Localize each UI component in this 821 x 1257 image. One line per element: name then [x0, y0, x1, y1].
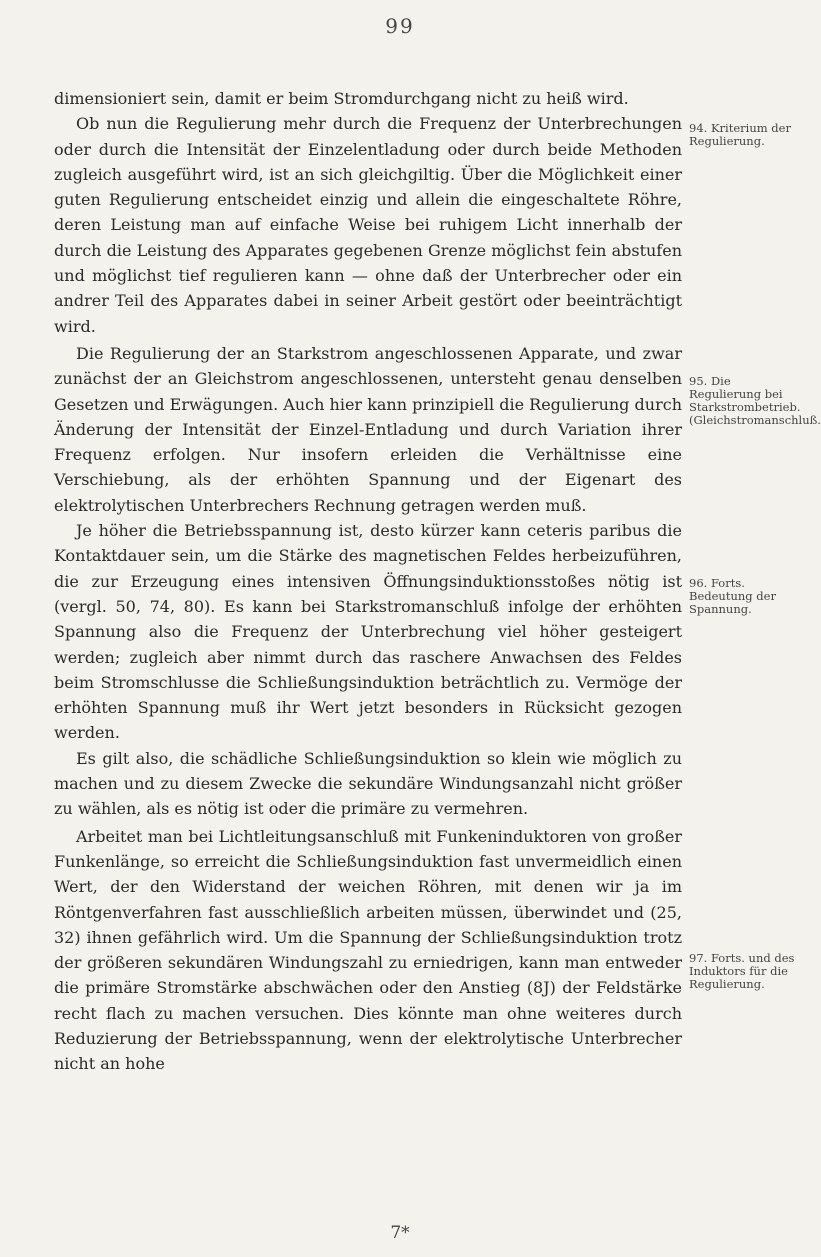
paragraph-5: Es gilt also, die schädliche Schließungsinduktion so klein wie möglich zu machen und zu diesem Zwecke die sekundäre Windungsanzahl nicht größer zu wählen, als es nötig ist oder die primäre zu vermehren.: [54, 748, 682, 819]
paragraph-4: Je höher die Betriebsspannung ist, desto kürzer kann ceteris paribus die Kontaktdauer sein, um die Stärke des magnetischen Feldes herbeizuführen, die zur Erzeugung eines intensiven Öffnungsinduktionsstoßes nötig ist (vergl. 50, 74, 80). Es kann bei Starkstromanschluß infolge der erhöhten Spannung also die Frequenz der Unterbrechung viel höher gesteigert werden; zugleich aber nimmt durch das raschere Anwachsen des Feldes beim Stromschlusse die Schließungsinduktion beträchtlich zu. Vermöge der erhöhten Spannung muß ihr Wert jetzt besonders in Rücksicht gezogen werden.: [54, 521, 682, 743]
page-number: 99: [385, 14, 415, 38]
margin-note-text: Forts. Bedeutung der Spannung.: [689, 576, 776, 616]
margin-note-number: 95.: [689, 374, 708, 388]
body-text: [54, 86, 682, 1077]
signature-mark: 7*: [390, 1223, 410, 1243]
margin-note-94: [689, 122, 797, 148]
margin-note-text: Forts. und des Induktors für die Regulierung.: [689, 951, 795, 991]
paragraph-3: Die Regulierung der an Starkstrom angeschlossenen Apparate, und zwar zunächst der an Gleichstrom angeschlossenen, untersteht genau denselben Gesetzen und Erwägungen. Auch hier kann prinzipiell die Regulierung durch Änderung der Intensität der Einzel-Entladung und durch Variation ihrer Frequenz erfolgen. Nur insofern erleiden die Verhältnisse eine Verschiebung, als der erhöhten Spannung und der Eigenart des elektrolytischen Unterbrechers Rechnung getragen werden muß.: [54, 343, 682, 515]
margin-note-text: Kriterium der Regulierung.: [689, 121, 791, 148]
margin-note-number: 97.: [689, 951, 708, 965]
paragraph-1: dimensioniert sein, damit er beim Stromdurchgang nicht zu heiß wird.: [54, 89, 629, 108]
paragraph-6: Arbeitet man bei Lichtleitungsanschluß mit Funkeninduktoren von großer Funkenlänge, so erreicht die Schließungsinduktion fast unvermeidlich einen Wert, der den Widerstand der weichen Röhren, mit denen wir ja im Röntgenverfahren fast ausschließlich arbeiten müssen, überwindet und (25, 32) ihnen gefährlich wird. Um die Spannung der Schließungsinduktion trotz der größeren sekundären Windungszahl zu erniedrigen, kann man entweder die primäre Stromstärke abschwächen oder den Anstieg (8J) der Feldstärke recht flach zu machen versuchen. Dies könnte man ohne weiteres durch Reduzierung der Betriebsspannung, wenn der elektrolytische Unterbrecher nicht an hohe: [54, 826, 682, 1074]
margin-note-96: [689, 577, 797, 616]
margin-note-text: Die Regulierung bei Starkstrombetrieb. (Gleichstromanschluß.: [689, 374, 821, 427]
margin-note-97: [689, 952, 797, 991]
margin-note-95: [689, 374, 821, 427]
paragraph-2: Ob nun die Regulierung mehr durch die Frequenz der Unterbrechungen oder durch die Intensität der Einzelentladung oder durch beide Methoden zugleich ausgeführt wird, ist an sich gleichgiltig. Über die Möglichkeit einer guten Regulierung entscheidet einzig und allein die eingeschaltete Röhre, deren Leistung man auf einfache Weise bei ruhigem Licht innerhalb der durch die Leistung des Apparates gegebenen Grenze möglichst fein abstufen und möglichst tief regulieren kann — ohne daß der Unterbrecher oder ein andrer Teil des Apparates dabei in seiner Arbeit gestört oder beeinträchtigt wird.: [54, 114, 682, 336]
margin-note-number: 94.: [689, 121, 708, 135]
margin-note-number: 96.: [689, 576, 708, 590]
